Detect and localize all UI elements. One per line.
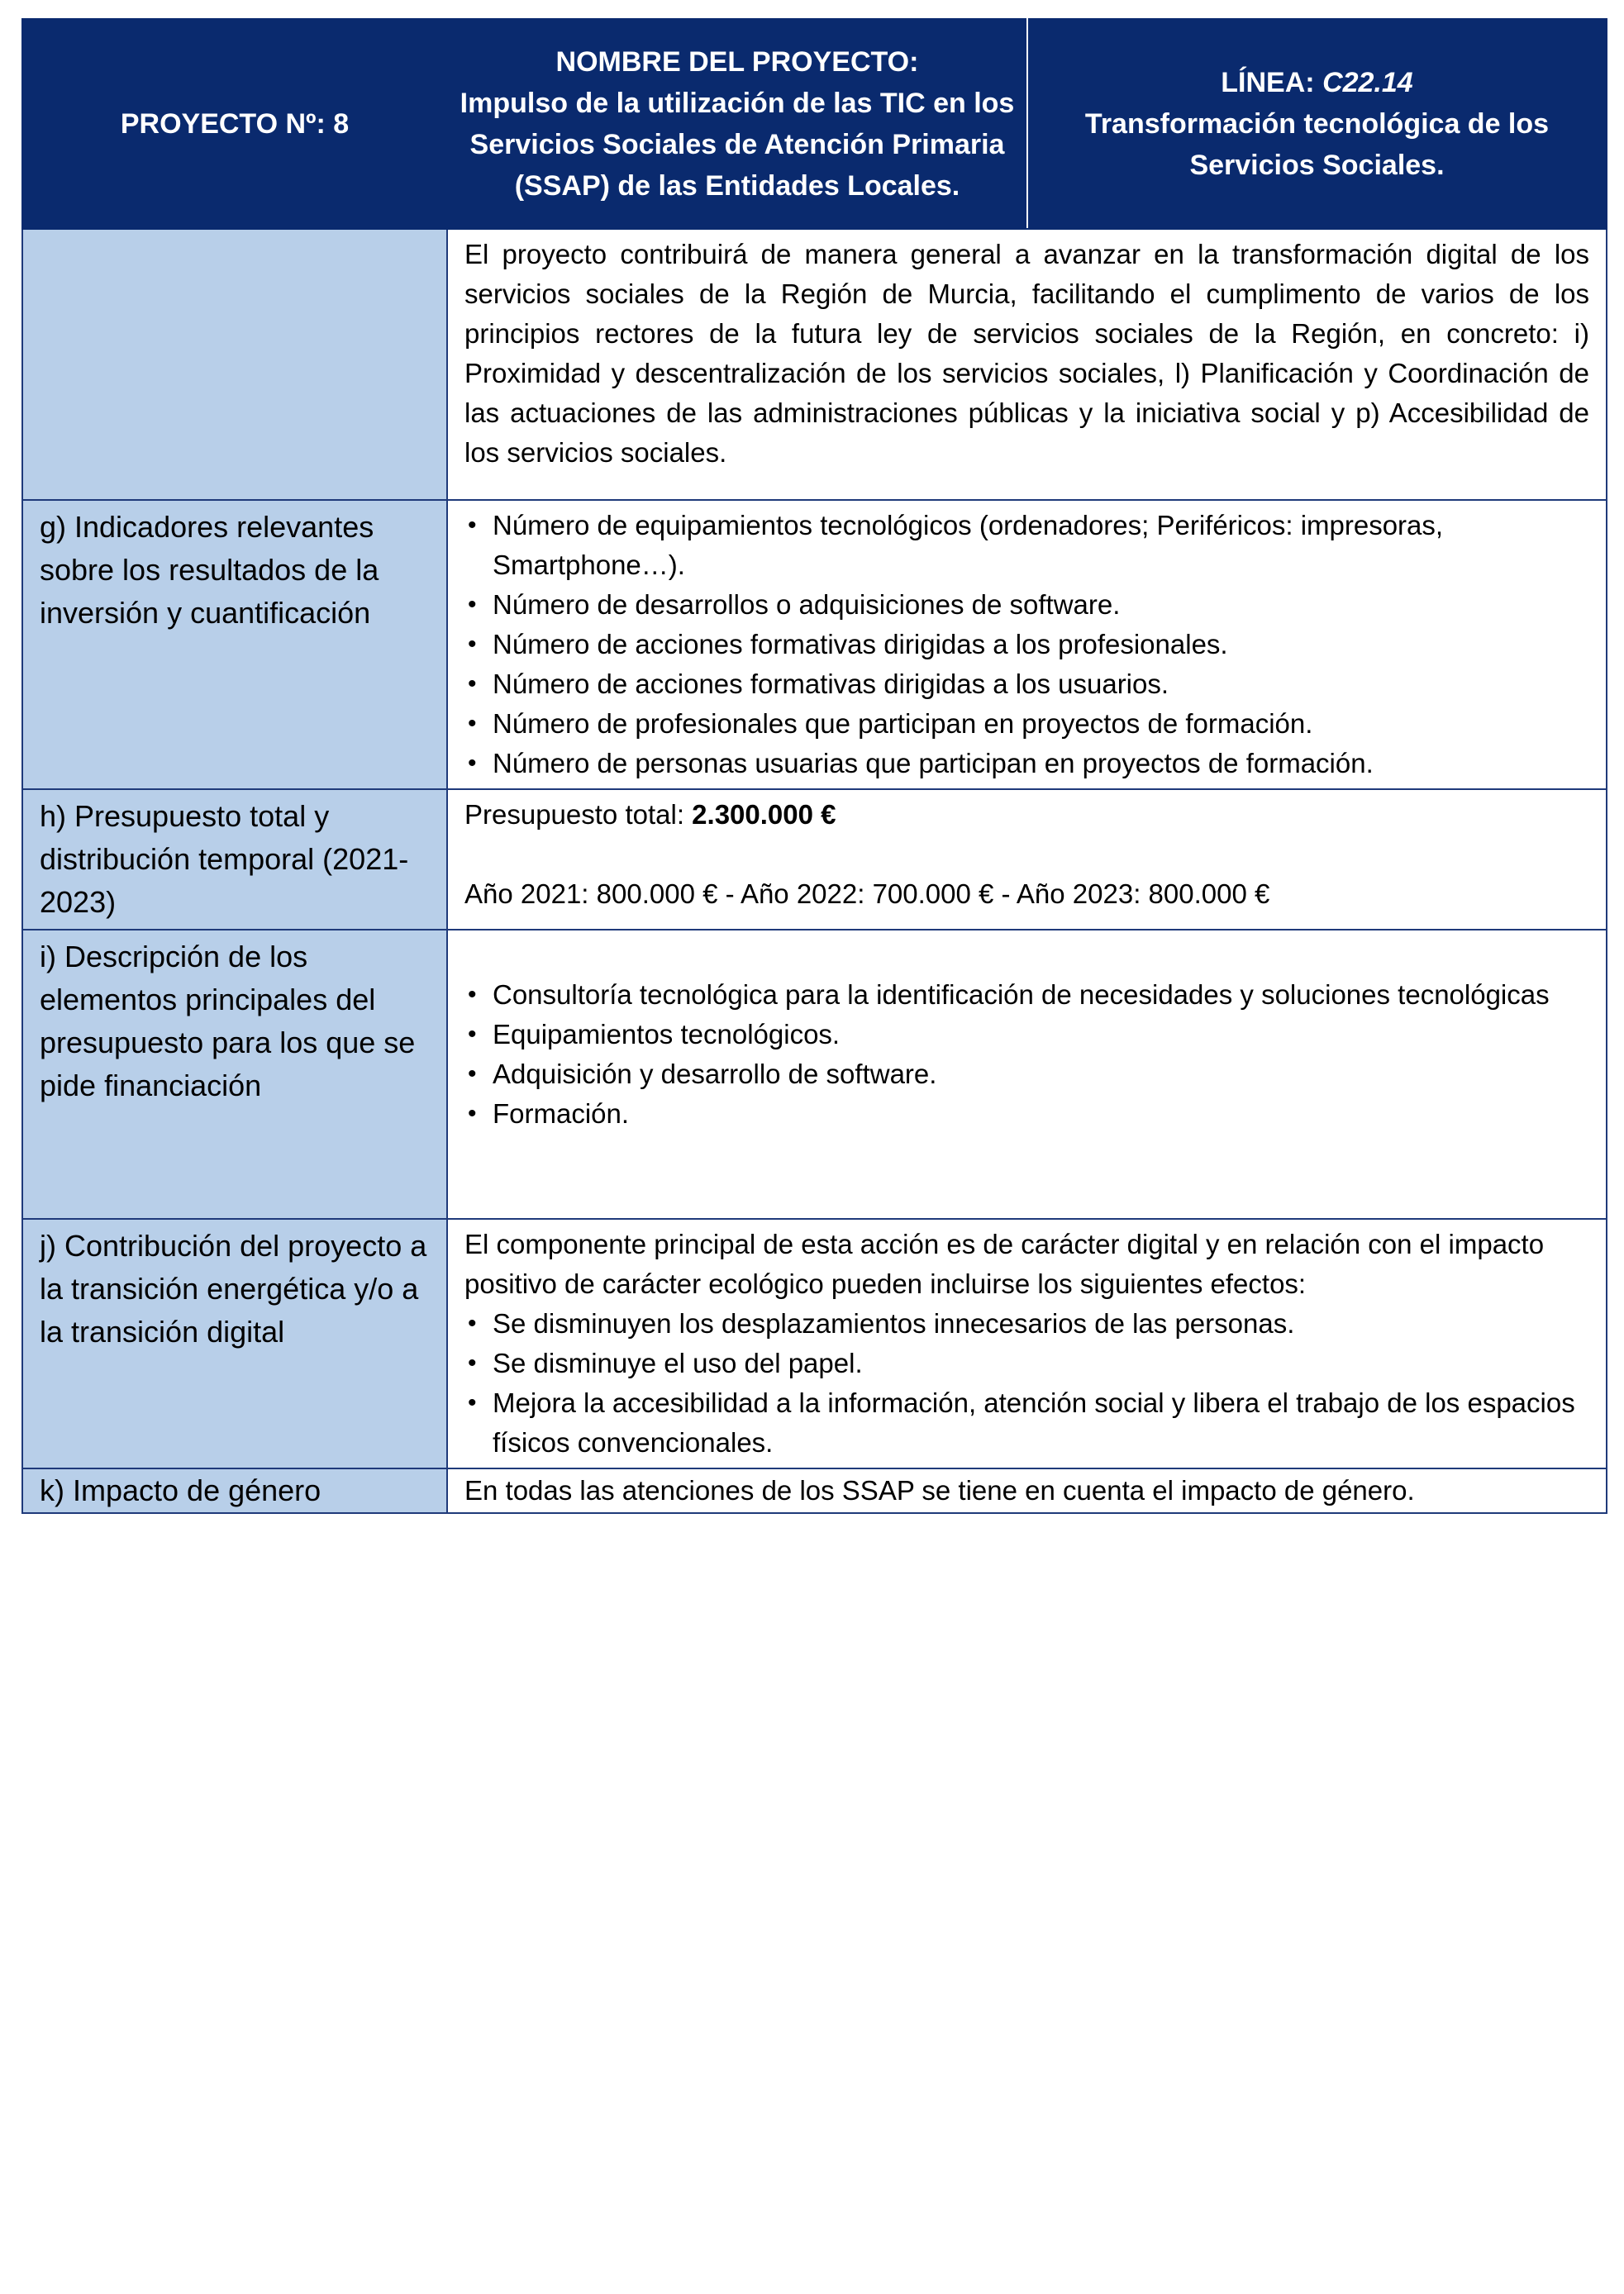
row-i — [22, 930, 1607, 1219]
contribution-cell — [447, 1219, 1607, 1468]
budget-distribution: Año 2021: 800.000 € - Año 2022: 700.000 € - Año 2023: 800.000 € — [464, 878, 1270, 909]
project-name-cell — [447, 19, 1027, 229]
list-item: • Número de acciones formativas dirigidas a los profesionales. — [464, 625, 1589, 664]
row-g — [22, 500, 1607, 789]
indicators-cell — [447, 500, 1607, 789]
list-item: • Consultoría tecnológica para la identificación de necesidades y soluciones tecnológicas — [464, 975, 1589, 1015]
budget-total-value: 2.300.000 € — [692, 799, 836, 830]
elements-list — [464, 975, 1589, 1134]
list-item: • Se disminuye el uso del papel. — [464, 1344, 1589, 1383]
project-line-cell — [1027, 19, 1607, 229]
budget-label: h) Presupuesto total y distribución temporal (2021-2023) — [22, 789, 447, 930]
gender-impact-label: k) Impacto de género — [22, 1468, 447, 1513]
budget-total — [464, 795, 1589, 835]
project-name-value: Impulso de la utilización de las TIC en los Servicios Sociales de Atención Primaria (SSAP) de las Entidades Locales. — [460, 88, 1015, 202]
contribution-intro: El componente principal de esta acción es de carácter digital y en relación con el impacto positivo de carácter ecológico pueden incluirse los siguientes efectos: — [464, 1229, 1545, 1299]
list-item: • Formación. — [464, 1094, 1589, 1134]
intro-label-cell — [22, 229, 447, 500]
list-item: • Número de desarrollos o adquisiciones de software. — [464, 585, 1589, 625]
spacer — [464, 835, 1589, 874]
indicators-label: g) Indicadores relevantes sobre los resultados de la inversión y cuantificación — [22, 500, 447, 789]
list-item: • Número de personas usuarias que participan en proyectos de formación. — [464, 744, 1589, 783]
list-item: • Número de profesionales que participan en proyectos de formación. — [464, 704, 1589, 744]
project-number: PROYECTO Nº: 8 — [120, 108, 350, 140]
contribution-list — [464, 1304, 1589, 1463]
project-number-cell — [22, 19, 447, 229]
intro-row — [22, 229, 1607, 500]
list-item: • Número de acciones formativas dirigidas a los usuarios. — [464, 664, 1589, 704]
indicators-list — [464, 506, 1589, 783]
elements-cell — [447, 930, 1607, 1219]
gender-impact-text: En todas las atenciones de los SSAP se tiene en cuenta el impacto de género. — [447, 1468, 1607, 1513]
list-item: • Número de equipamientos tecnológicos (ordenadores; Periféricos: impresoras, Smartphone…). — [464, 506, 1589, 585]
project-line-title — [1043, 62, 1591, 103]
project-sheet — [21, 18, 1606, 1514]
project-name-label: NOMBRE DEL PROYECTO: — [555, 46, 919, 78]
row-j — [22, 1219, 1607, 1468]
row-h — [22, 789, 1607, 930]
contribution-label: j) Contribución del proyecto a la transición energética y/o a la transición digital — [22, 1219, 447, 1468]
project-line-value: Transformación tecnológica de los Servicios Sociales. — [1084, 108, 1550, 181]
budget-cell — [447, 789, 1607, 930]
list-item: • Mejora la accesibilidad a la información, atención social y libera el trabajo de los espacios físicos convencionales. — [464, 1383, 1589, 1463]
row-k — [22, 1468, 1607, 1513]
list-item: • Equipamientos tecnológicos. — [464, 1015, 1589, 1054]
spacer — [464, 935, 1589, 975]
budget-total-label: Presupuesto total: — [464, 799, 693, 830]
list-item: • Se disminuyen los desplazamientos innecesarios de las personas. — [464, 1304, 1589, 1344]
project-line-code: C22.14 — [1322, 67, 1413, 98]
elements-label: i) Descripción de los elementos principales del presupuesto para los que se pide financiación — [22, 930, 447, 1219]
project-line-label: LÍNEA: — [1221, 67, 1315, 98]
intro-text: El proyecto contribuirá de manera general a avanzar en la transformación digital de los servicios sociales de la Región de Murcia, facilitando el cumplimento de varios de los principios rectores de la futura ley de servicios sociales de la Región, en concreto: i) Proximidad y descentralización de los servicios sociales, l) Planificación y Coordinación de las actuaciones de las administraciones públicas y la iniciativa social y p) Accesibilidad de los servicios sociales. — [447, 229, 1607, 500]
header-row — [22, 19, 1607, 229]
project-table — [21, 18, 1607, 1514]
list-item: • Adquisición y desarrollo de software. — [464, 1054, 1589, 1094]
